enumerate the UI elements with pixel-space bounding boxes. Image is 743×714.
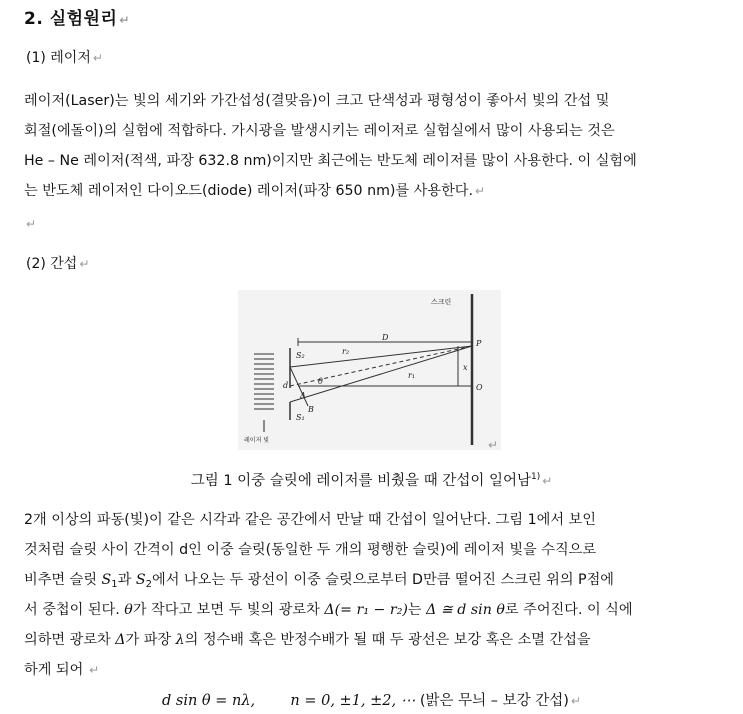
laser-paragraph-line: 는 반도체 레이저인 다이오드(diode) 레이저(파장 650 nm)를 사용한다. ↵ [24, 183, 486, 199]
ray-r2 [290, 346, 472, 367]
label-r1: r₁ [408, 371, 416, 380]
laser-paragraph-line: 레이저(Laser)는 빛의 세기와 가간섭성(결맞음)이 크고 단색성과 평형성이 좋아서 빛의 간섭 및 [24, 93, 610, 109]
laser-paragraph-line: 회절(에돌이)의 실험에 적합하다. 가시광을 발생시키는 레이저로 실험실에서 많이 사용되는 것은 [24, 123, 615, 139]
figure-paragraph-mark: ↵ [488, 438, 499, 452]
label-D: D [382, 333, 389, 342]
label-delta: Δ [300, 391, 306, 400]
subsection-interference-heading: (2) 간섭 ↵ [26, 256, 90, 272]
equation-lhs: d sin θ = nλ, [162, 693, 256, 709]
laser-label: 레이저 빛 [244, 437, 270, 444]
footnote-ref: 1) [530, 472, 541, 482]
ray-r1 [290, 346, 472, 402]
section-heading: 2. 실험원리 ↵ [24, 9, 130, 29]
interference-paragraph-line: 서 중첩이 된다. θ가 작다고 보면 두 빛의 광로차 Δ(= r₁ − r₂)는 Δ ≅ d sin θ로 주어진다. 이 식에 [24, 602, 633, 618]
interference-paragraph-line: 비추면 슬릿 $S_1$과 $S_2$에서 나오는 두 광선이 이중 슬릿으로부터 D만큼 떨어진 스크린 위의 P점에 [24, 572, 615, 590]
label-theta: θ [318, 377, 323, 386]
label-r2: r₂ [342, 347, 350, 356]
laser-paragraph-line: He – Ne 레이저(적색, 파장 632.8 nm)이지만 최근에는 반도체 레이저를 많이 사용한다. 이 실험에 [24, 153, 637, 169]
equation-n-values: n = 0, ±1, ±2, ⋯ [290, 693, 416, 709]
label-S1: S₁ [296, 413, 305, 422]
bright-fringe-equation: d sin θ = nλ, n = 0, ±1, ±2, ⋯ (밝은 무늬 – 보강 간섭) ↵ [162, 693, 581, 709]
equation-note: (밝은 무늬 – 보강 간섭) [419, 693, 569, 709]
label-O: O [476, 383, 483, 392]
label-B: B [308, 405, 314, 414]
interference-paragraph [24, 505, 707, 685]
laser-beam-arrows [254, 354, 274, 432]
label-P: P [476, 339, 482, 348]
subsection-laser-heading: (1) 레이저 ↵ [26, 50, 103, 66]
label-x: x [463, 363, 468, 372]
empty-paragraph-mark: ↵ [26, 217, 37, 231]
figure-caption: 그림 1 이중 슬릿에 레이저를 비췄을 때 간섭이 일어남$^{1)}$ ↵ [190, 472, 553, 489]
label-S2: S₂ [296, 351, 305, 360]
laser-paragraph [24, 86, 707, 206]
interference-paragraph-line: 의하면 광로차 Δ가 파장 λ의 정수배 혹은 반정수배가 될 때 두 광선은 보강 혹은 소멸 간섭을 [24, 632, 591, 648]
label-d: d [283, 381, 289, 390]
interference-paragraph-line: 하게 되어 ↵ [24, 662, 100, 678]
double-slit-figure [238, 290, 501, 450]
screen-label: 스크린 [431, 298, 452, 306]
interference-paragraph-line: 2개 이상의 파동(빛)이 같은 시각과 같은 공간에서 만날 때 간섭이 일어난다. 그림 1에서 보인 [24, 512, 596, 528]
interference-paragraph-line: 것처럼 슬릿 사이 간격이 d인 이중 슬릿(동일한 두 개의 평행한 슬릿)에 레이저 빛을 수직으로 [24, 542, 597, 558]
